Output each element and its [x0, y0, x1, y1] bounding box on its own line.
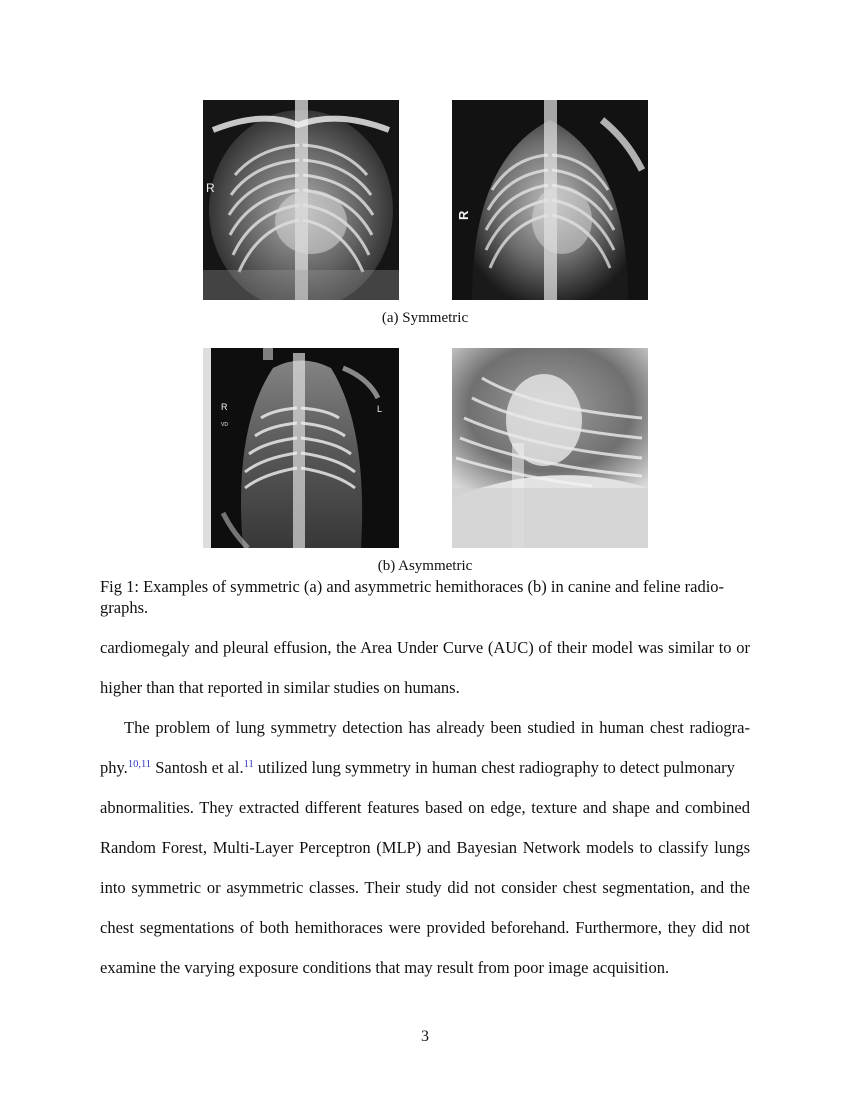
page-number: 3	[421, 1028, 429, 1045]
xray-marker-r: R	[456, 210, 471, 220]
text-fragment: phy.	[100, 758, 128, 777]
subfigure-b-label: (b) Asymmetric	[377, 558, 473, 574]
text-line: examine the varying exposure conditions that may result from poor image acquisition.	[100, 958, 670, 977]
text-line: The problem of lung symmetry detection has already been studied in human chest radiogra-	[124, 718, 750, 737]
text-line: abnormalities. They extracted different features based on edge, texture and shape and combined	[100, 798, 750, 817]
citation-link[interactable]: 11	[243, 759, 254, 770]
xray-marker-l: L	[377, 404, 383, 414]
text-line: into symmetric or asymmetric classes. Their study did not consider chest segmentation, and the	[100, 878, 750, 897]
xray-symmetric-1	[203, 100, 399, 300]
body-paragraph	[100, 708, 750, 988]
text-line: chest segmentations of both hemithoraces were provided beforehand. Furthermore, they did not	[100, 918, 750, 937]
figure-caption-line: graphs.	[100, 598, 149, 617]
text-fragment: utilized lung symmetry in human chest radiography to detect pulmonary	[253, 758, 735, 777]
subfigure-a-label: (a) Symmetric	[381, 310, 469, 326]
text-line	[100, 748, 750, 788]
xray-symmetric-2	[452, 100, 648, 300]
text-line: Random Forest, Multi-Layer Perceptron (MLP) and Bayesian Network models to classify lungs	[100, 838, 750, 857]
xray-asymmetric-2	[452, 348, 648, 548]
xray-marker-r: R	[206, 181, 215, 195]
text-line: cardiomegaly and pleural effusion, the Area Under Curve (AUC) of their model was similar to or	[100, 638, 750, 657]
text-line: higher than that reported in similar studies on humans.	[100, 678, 460, 697]
xray-asymmetric-1	[203, 348, 399, 548]
body-paragraph	[100, 628, 750, 708]
xray-marker-vd: VD	[221, 422, 228, 428]
figure-caption	[100, 576, 750, 618]
figure-caption-line: Fig 1: Examples of symmetric (a) and asymmetric hemithoraces (b) in canine and feline radio-	[100, 577, 725, 596]
xray-marker-r: R	[221, 402, 228, 412]
text-fragment: Santosh et al.	[151, 758, 244, 777]
citation-link[interactable]: 10,11	[127, 759, 152, 770]
